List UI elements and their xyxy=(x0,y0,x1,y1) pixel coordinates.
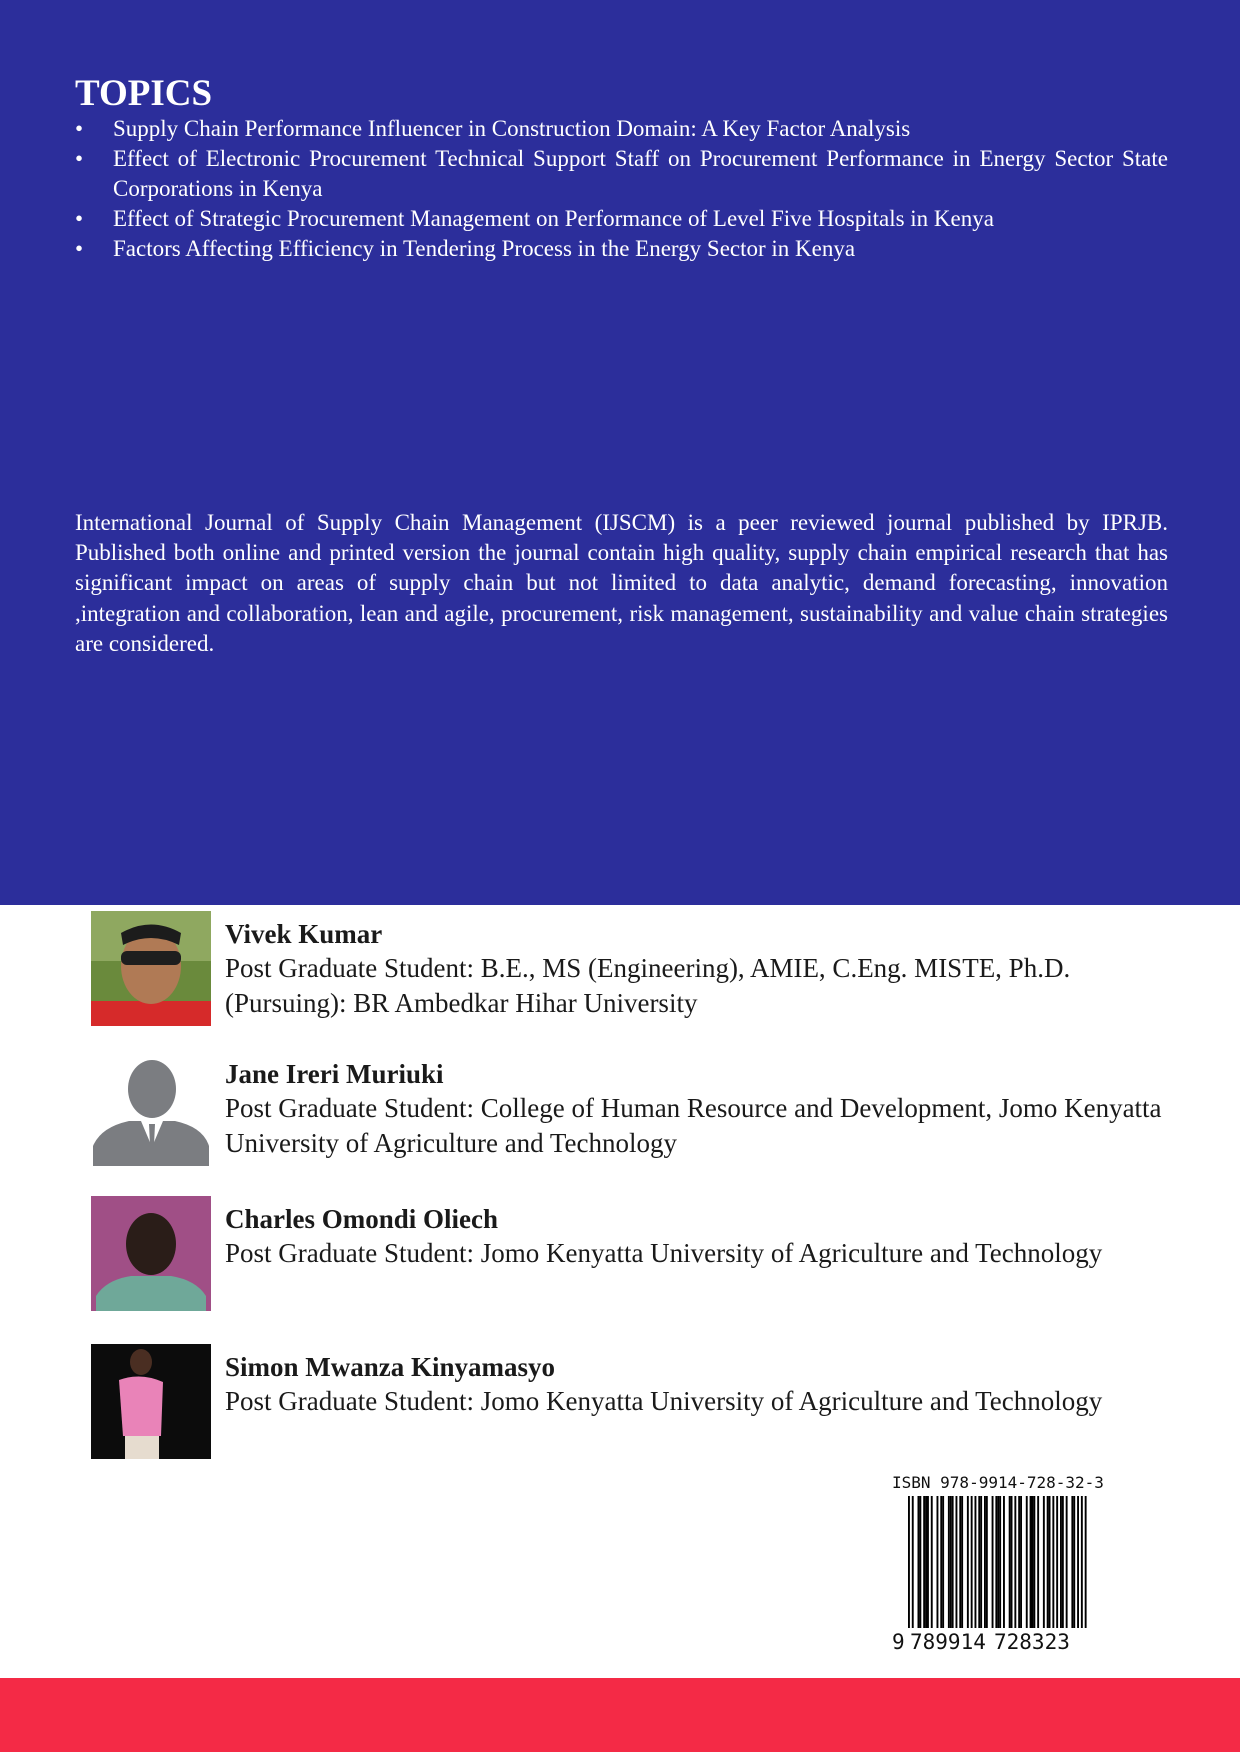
barcode-bar xyxy=(999,1496,1001,1646)
barcode-bar xyxy=(1056,1496,1058,1628)
barcode-bar xyxy=(1077,1496,1079,1628)
barcode-bar xyxy=(912,1496,914,1646)
barcode-bar xyxy=(986,1496,988,1628)
barcode-bar xyxy=(1085,1496,1087,1646)
barcode-bar xyxy=(978,1496,980,1628)
isbn-barcode xyxy=(890,1496,1100,1656)
barcode-bar xyxy=(1014,1496,1016,1628)
barcode-bar xyxy=(923,1496,925,1628)
barcode-bar xyxy=(919,1496,921,1628)
barcode-bar xyxy=(937,1496,939,1628)
barcode-bar xyxy=(997,1496,999,1646)
barcode-bar xyxy=(1032,1496,1034,1628)
barcode-bar xyxy=(971,1496,973,1628)
author-name: Simon Mwanza Kinyamasyo xyxy=(225,1352,556,1382)
author-entry xyxy=(91,911,1191,1029)
barcode-bar xyxy=(1047,1496,1049,1628)
barcode-bar xyxy=(959,1496,961,1628)
barcode-bar xyxy=(992,1496,994,1628)
barcode-bar xyxy=(1043,1496,1045,1628)
author-affiliation: Post Graduate Student: College of Human Resource and Development, Jomo Kenyatta University of Agriculture and Technology xyxy=(225,1093,1162,1158)
barcode-bar xyxy=(1011,1496,1013,1628)
author-entry xyxy=(91,1051,1191,1169)
barcode-bar xyxy=(952,1496,954,1628)
barcode-bar xyxy=(961,1496,963,1628)
barcode-bar xyxy=(1073,1496,1075,1628)
topic-item: • Factors Affecting Efficiency in Tendering Process in the Energy Sector in Kenya xyxy=(75,234,1168,264)
barcode-bar xyxy=(975,1496,977,1628)
topic-item: • Supply Chain Performance Influencer in Construction Domain: A Key Factor Analysis xyxy=(75,114,1168,144)
barcode-bar xyxy=(925,1496,927,1628)
barcode-bar xyxy=(1018,1496,1020,1628)
journal-description: International Journal of Supply Chain Management (IJSCM) is a peer reviewed journal published by IPRJB. Published both online and printed version the journal contain high quality, supply chain empirical research that has significant impact on areas of supply chain but not limited to data analytic, demand forecasting, innovation ,integration and collaboration, lean and agile, procurement, risk management, sustainability and value chain strategies are considered. xyxy=(75,510,1168,656)
author-name: Vivek Kumar xyxy=(225,919,383,949)
barcode-bar xyxy=(1052,1496,1054,1628)
isbn-label: ISBN 978-9914-728-32-3 xyxy=(892,1473,1104,1492)
author-photo xyxy=(91,1344,211,1459)
author-affiliation: Post Graduate Student: Jomo Kenyatta University of Agriculture and Technology xyxy=(225,1386,1103,1416)
barcode-bar xyxy=(918,1496,920,1628)
footer-strip xyxy=(0,1678,1240,1752)
barcode-bar xyxy=(956,1496,958,1628)
barcode-bar xyxy=(1060,1496,1062,1628)
barcode-bar xyxy=(1033,1496,1035,1628)
barcode-bar xyxy=(940,1496,942,1628)
barcode-bar xyxy=(1062,1496,1064,1628)
barcode-bar xyxy=(1081,1496,1083,1646)
barcode-bar xyxy=(908,1496,910,1646)
barcode-bar xyxy=(1003,1496,1005,1628)
author-entry xyxy=(91,1196,1191,1314)
barcode-bar xyxy=(1020,1496,1022,1628)
barcode-bar xyxy=(1009,1496,1011,1628)
author-name: Charles Omondi Oliech xyxy=(225,1204,499,1234)
barcode-digits-left: 789914 xyxy=(910,1630,986,1654)
barcode-bar xyxy=(1030,1496,1032,1628)
barcode-bar xyxy=(948,1496,950,1628)
author-photo xyxy=(91,1196,211,1311)
topics-list xyxy=(75,114,1168,264)
barcode-bar xyxy=(1049,1496,1051,1628)
barcode-bar xyxy=(1026,1496,1028,1628)
barcode-digits-right: 728323 xyxy=(994,1630,1070,1654)
barcode-bar xyxy=(1071,1496,1073,1628)
topic-item: • Effect of Strategic Procurement Management on Performance of Level Five Hospitals in Kenya xyxy=(75,204,1168,234)
barcode-bar xyxy=(931,1496,933,1628)
author-entry xyxy=(91,1344,1191,1462)
author-affiliation: Post Graduate Student: B.E., MS (Engineering), AMIE, C.Eng. MISTE, Ph.D. (Pursuing): BR Ambedkar Hihar University xyxy=(225,953,1071,1018)
barcode-digit-first: 9 xyxy=(892,1630,905,1654)
barcode-bar xyxy=(984,1496,986,1628)
barcode-bar xyxy=(995,1496,997,1646)
author-name: Jane Ireri Muriuki xyxy=(225,1059,444,1089)
author-photo xyxy=(91,1051,211,1166)
barcode-bar xyxy=(980,1496,982,1628)
barcode-bar xyxy=(927,1496,929,1628)
barcode-bar xyxy=(950,1496,952,1628)
barcode-bar xyxy=(1066,1496,1068,1628)
barcode-bar xyxy=(942,1496,944,1628)
author-affiliation: Post Graduate Student: Jomo Kenyatta University of Agriculture and Technology xyxy=(225,1238,1103,1268)
topics-heading: TOPICS xyxy=(75,73,213,114)
barcode-bar xyxy=(967,1496,969,1628)
topic-item: • Effect of Electronic Procurement Technical Support Staff on Procurement Performance in Energy Sector State Corporations in Kenya xyxy=(75,144,1168,204)
barcode-bar xyxy=(1037,1496,1039,1628)
author-photo xyxy=(91,911,211,1026)
